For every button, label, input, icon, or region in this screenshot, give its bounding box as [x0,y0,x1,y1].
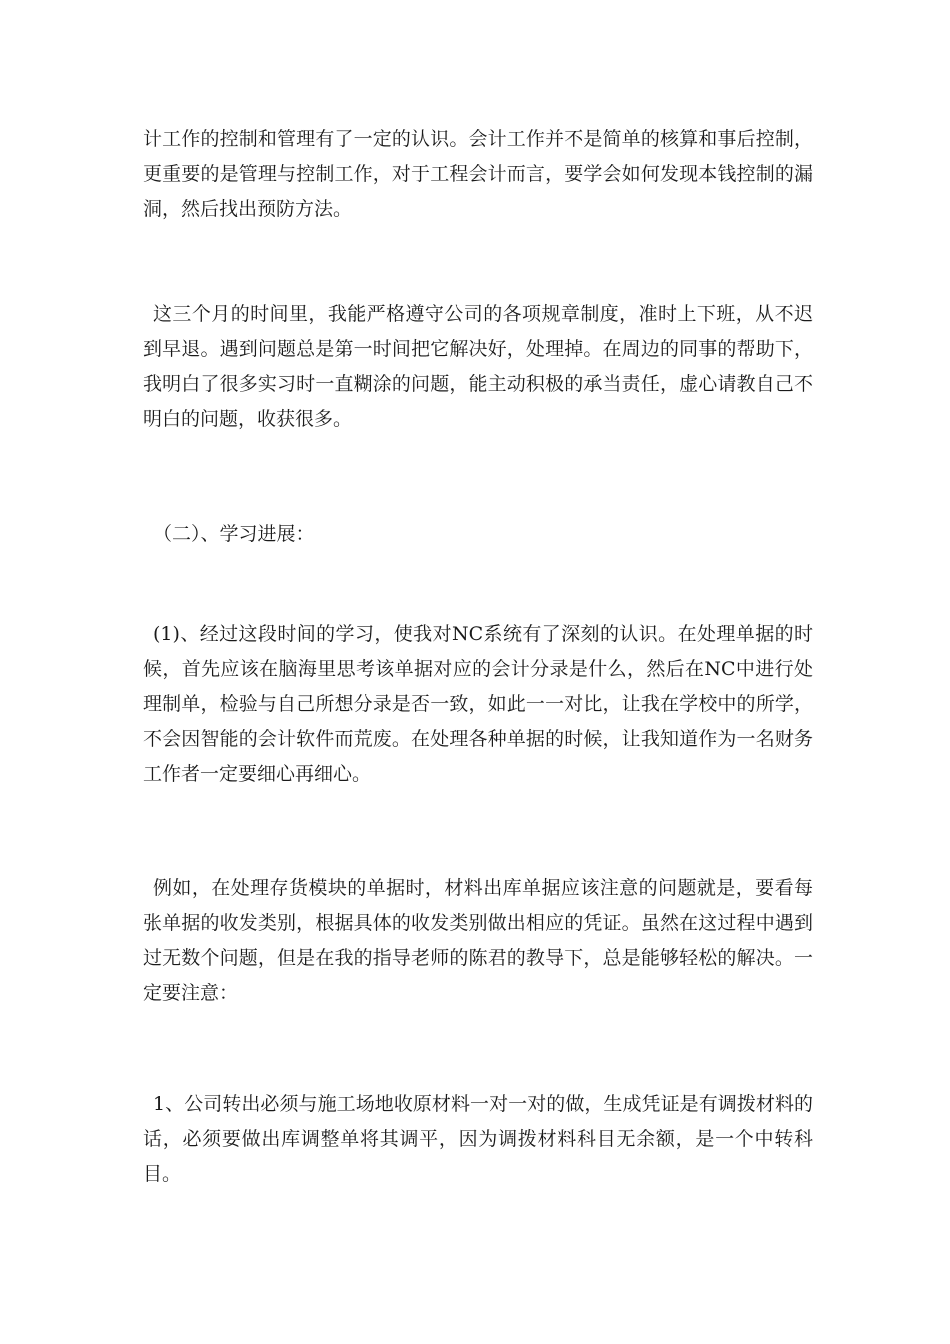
paragraph-4: 例如，在处理存货模块的单据时，材料出库单据应该注意的问题就是，要看每张单据的收发类别，根据具体的收发类别做出相应的凭证。虽然在这过程中遇到过无数个问题，但是在我的指导老师的陈君的教导下，总是能够轻松的解决。一定要注意： [143,877,813,1004]
paragraph-3: (1)、经过这段时间的学习，使我对NC系统有了深刻的认识。在处理单据的时候，首先应该在脑海里思考该单据对应的会计分录是什么，然后在NC中进行处理制单，检验与自己所想分录是否一致，如此一一对比，让我在学校中的所学，不会因智能的会计软件而荒废。在处理各种单据的时候，让我知道作为一名财务工作者一定要细心再细心。 [143,623,813,785]
paragraph-2: 这三个月的时间里，我能严格遵守公司的各项规章制度，准时上下班，从不迟到早退。遇到问题总是第一时间把它解决好，处理掉。在周边的同事的帮助下，我明白了很多实习时一直糊涂的问题，能主动积极的承当责任，虚心请教自己不明白的问题，收获很多。 [143,303,813,430]
paragraph-1: 计工作的控制和管理有了一定的认识。会计工作并不是简单的核算和事后控制，更重要的是管理与控制工作，对于工程会计而言，要学会如何发现本钱控制的漏洞，然后找出预防方法。 [143,128,813,220]
section-heading: （二）、学习进展： [153,523,315,545]
paragraph-5: 1、公司转出必须与施工场地收原材料一对一对的做，生成凭证是有调拨材料的话，必须要做出库调整单将其调平，因为调拨材料科目无余额，是一个中转科目。 [143,1093,813,1185]
